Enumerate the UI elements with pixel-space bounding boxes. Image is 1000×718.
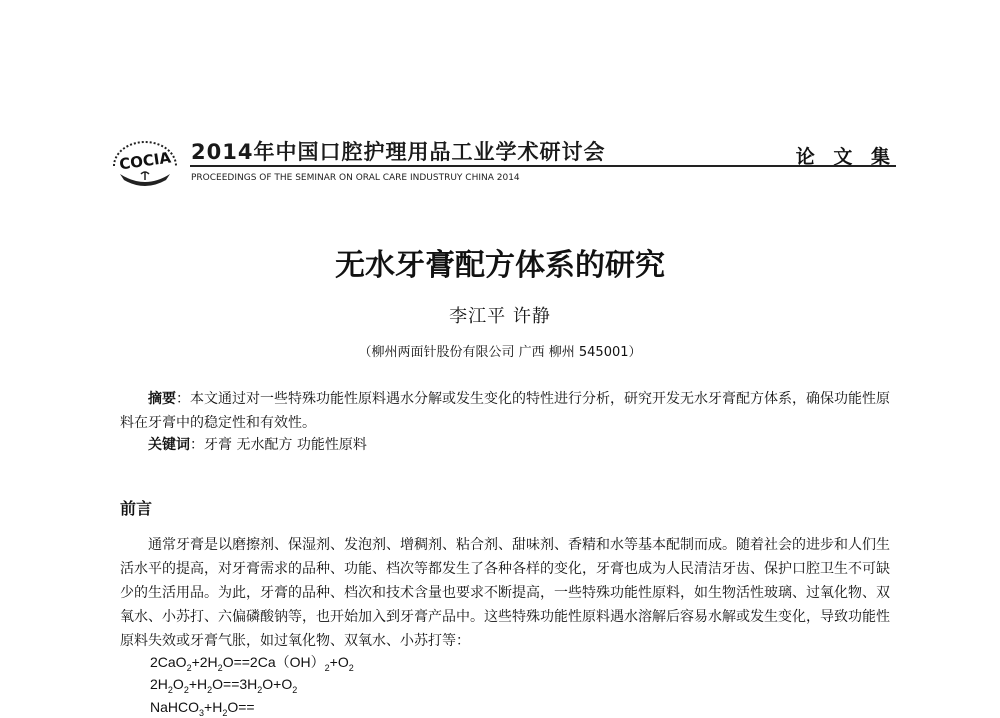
- equation-3: $NaHCO_3+H_2O==$: [150, 699, 255, 718]
- body-paragraph: 通常牙膏是以磨擦剂、保湿剂、发泡剂、增稠剂、粘合剂、甜味剂、香精和水等基本配制而成。随着社会的进步和人们生活水平的提高，对牙膏需求的品种、功能、档次等都发生了各种各样的变化，牙膏也成为人民清洁牙齿、保护口腔卫生不可缺少的生活用品。为此，牙膏的品种、档次和技术含量也要求不断提高，一些特殊功能性原料，如生物活性玻璃、过氧化物、双氧水、小苏打、六偏磷酸钠等，也开始加入到牙膏产品中。这些特殊功能性原料遇水溶解后容易水解或发生变化，导致功能性原料失效或牙膏气胀，如过氧化物、双氧水、小苏打等：: [120, 537, 890, 649]
- keywords: [120, 433, 896, 457]
- author-affiliation: （柳州两面针股份有限公司 广西 柳州 545001）: [358, 345, 642, 360]
- header-divider: [190, 165, 896, 167]
- paper-title: 无水牙膏配方体系的研究: [335, 248, 665, 283]
- equation-1: $2CaO_2+2H_2O==2Ca(OH)_2+O_2$: [150, 654, 354, 673]
- keywords-text: ：牙膏 无水配方 功能性原料: [190, 437, 367, 453]
- abstract-text: ：本文通过对一些特殊功能性原料遇水分解或发生变化的特性进行分析，研究开发无水牙膏配方体系，确保功能性原料在牙膏中的稳定性和有效性。: [120, 391, 890, 431]
- collection-label: 论 文 集: [795, 146, 896, 168]
- conference-subtitle: PROCEEDINGS OF THE SEMINAR ON ORAL CARE INDUSTRUY CHINA 2014: [191, 173, 520, 183]
- conference-logo: [108, 130, 182, 188]
- logo-text: COCIA: [118, 148, 173, 174]
- equation-2: $2H_2O_2+H_2O==3H_2O+O_2$: [150, 676, 298, 695]
- abstract-label: 摘要: [148, 391, 176, 407]
- section-heading: 前言: [120, 499, 153, 518]
- abstract: [120, 387, 896, 435]
- paper-authors: 李江平 许静: [449, 306, 551, 327]
- keywords-label: 关键词: [148, 437, 190, 453]
- conference-title: 2014年中国口腔护理用品工业学术研讨会: [191, 140, 606, 164]
